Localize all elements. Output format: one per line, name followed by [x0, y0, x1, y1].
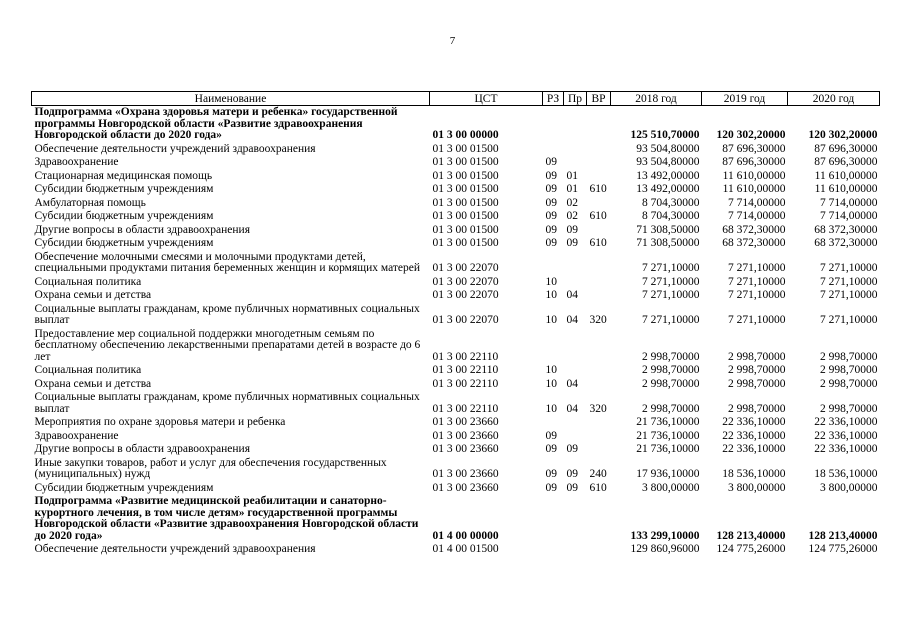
row-rz [543, 251, 564, 276]
row-cst: 01 3 00 01500 [432, 169, 499, 182]
row-name: Социальная политика [34, 364, 142, 376]
table-row [32, 156, 880, 170]
row-amount-2020: 22 336,10000 [814, 429, 878, 442]
row-vr [587, 251, 611, 276]
row-amount-2018: 21 736,10000 [636, 443, 700, 455]
row-amount-2019: 7 271,10000 [728, 275, 786, 288]
budget-table [31, 91, 880, 557]
row-pr: 01 [566, 183, 578, 195]
header-rz: РЗ [543, 92, 564, 106]
subprogram-row [32, 495, 880, 543]
row-rz [543, 106, 564, 143]
table-row [32, 183, 880, 197]
row-rz [543, 143, 564, 157]
row-name: Здравоохранение [34, 156, 119, 168]
row-pr [564, 251, 587, 276]
header-cst: ЦСТ [430, 92, 543, 106]
row-vr [587, 289, 611, 303]
row-amount-2020: 7 271,10000 [820, 262, 878, 274]
row-name: Подпрограмма «Охрана здоровья матери и ребенка» государственной программы Новгородской области «Развитие здравоохранения Новгородской области до 2020 года» [34, 106, 398, 141]
row-pr: 04 [566, 377, 578, 390]
table-row [32, 170, 880, 184]
row-rz: 09 [545, 156, 557, 168]
row-vr: 320 [589, 402, 607, 415]
row-pr: 01 [566, 169, 578, 182]
row-amount-2018: 7 271,10000 [642, 314, 700, 326]
header-pr: Пр [564, 92, 587, 106]
row-pr [564, 495, 587, 543]
row-amount-2019: 2 998,70000 [728, 402, 786, 415]
row-cst: 01 3 00 01500 [432, 183, 499, 195]
row-vr: 240 [589, 468, 607, 480]
row-cst: 01 3 00 01500 [432, 142, 499, 155]
row-cst: 01 3 00 23660 [432, 416, 499, 428]
row-amount-2018: 93 504,80000 [636, 142, 700, 155]
row-name: Социальные выплаты гражданам, кроме публичных нормативных социальных выплат [34, 391, 420, 415]
table-row [32, 210, 880, 224]
row-cst: 01 3 00 22070 [432, 314, 499, 326]
row-amount-2020: 22 336,10000 [814, 443, 878, 455]
row-amount-2020: 124 775,26000 [808, 543, 878, 555]
row-rz: 09 [545, 223, 557, 236]
table-row [32, 251, 880, 276]
row-amount-2020: 18 536,10000 [814, 468, 878, 480]
row-amount-2019: 11 610,00000 [722, 169, 786, 182]
row-name: Субсидии бюджетным учреждениям [34, 481, 214, 494]
row-amount-2018: 2 998,70000 [642, 364, 700, 376]
row-amount-2020: 7 271,10000 [820, 289, 878, 301]
row-cst: 01 3 00 00000 [432, 129, 499, 141]
row-vr: 320 [589, 314, 607, 326]
row-rz: 09 [545, 196, 557, 209]
row-pr [564, 364, 587, 378]
row-pr: 02 [566, 210, 578, 222]
row-cst: 01 3 00 23660 [432, 443, 499, 455]
table-row [32, 391, 880, 416]
table-body [32, 106, 880, 557]
row-amount-2019: 2 998,70000 [728, 350, 786, 363]
row-amount-2018: 129 860,96000 [630, 543, 700, 555]
row-cst: 01 3 00 22110 [432, 364, 499, 376]
row-amount-2019: 7 271,10000 [728, 289, 786, 301]
row-name: Здравоохранение [34, 429, 119, 442]
row-amount-2019: 68 372,30000 [722, 237, 786, 249]
row-name: Другие вопросы в области здравоохранения [34, 223, 250, 236]
row-amount-2019: 7 714,00000 [728, 196, 786, 209]
row-amount-2018: 71 308,50000 [636, 223, 700, 236]
row-pr: 04 [566, 402, 578, 415]
row-rz: 10 [545, 402, 557, 415]
row-vr [587, 416, 611, 430]
row-amount-2020: 68 372,30000 [814, 237, 878, 249]
row-cst: 01 3 00 22070 [432, 275, 499, 288]
row-amount-2019: 2 998,70000 [728, 377, 786, 390]
row-vr [587, 378, 611, 392]
row-name: Подпрограмма «Развитие медицинской реабилитации и санаторно-курортного лечения, в том числе детям» государственной программы Новгородской области «Развитие здравоохранения Новгородской области до 2020 года» [34, 495, 419, 542]
row-rz: 09 [545, 169, 557, 182]
row-amount-2019: 7 271,10000 [728, 262, 786, 274]
row-rz [543, 416, 564, 430]
row-amount-2019: 128 213,40000 [716, 529, 786, 542]
row-vr: 610 [589, 210, 607, 222]
row-amount-2020: 2 998,70000 [820, 350, 878, 363]
row-amount-2020: 11 610,00000 [814, 183, 878, 195]
row-name: Охрана семьи и детства [34, 377, 152, 390]
row-amount-2020: 120 302,20000 [808, 129, 878, 141]
row-amount-2018: 93 504,80000 [636, 156, 700, 168]
row-amount-2019: 22 336,10000 [722, 443, 786, 455]
row-amount-2018: 2 998,70000 [642, 402, 700, 415]
row-rz [543, 543, 564, 557]
row-amount-2018: 7 271,10000 [642, 262, 700, 274]
row-cst: 01 3 00 01500 [432, 210, 499, 222]
row-cst: 01 3 00 01500 [432, 237, 499, 249]
row-name: Субсидии бюджетным учреждениям [34, 183, 214, 195]
table-row [32, 276, 880, 290]
row-amount-2020: 68 372,30000 [814, 223, 878, 236]
row-rz: 09 [545, 468, 557, 480]
row-amount-2018: 2 998,70000 [642, 377, 700, 390]
row-rz: 09 [545, 237, 557, 249]
row-vr [587, 443, 611, 457]
row-name: Обеспечение молочными смесями и молочными продуктами детей, специальными продуктами питания беременных женщин и кормящих матерей [34, 250, 421, 274]
row-vr [587, 430, 611, 444]
table-row [32, 289, 880, 303]
header-2019: 2019 год [702, 92, 788, 106]
row-amount-2020: 2 998,70000 [820, 377, 878, 390]
row-amount-2020: 2 998,70000 [820, 364, 878, 376]
row-amount-2018: 71 308,50000 [636, 237, 700, 249]
row-cst: 01 3 00 01500 [432, 156, 499, 168]
row-vr [587, 170, 611, 184]
row-pr [564, 276, 587, 290]
row-amount-2019: 7 271,10000 [728, 314, 786, 326]
row-amount-2020: 87 696,30000 [814, 156, 878, 168]
row-amount-2019: 22 336,10000 [722, 416, 786, 428]
table-row [32, 364, 880, 378]
table-row [32, 543, 880, 557]
row-vr: 610 [589, 481, 607, 494]
row-rz: 09 [545, 210, 557, 222]
row-cst: 01 3 00 22110 [432, 350, 499, 363]
row-cst: 01 3 00 22070 [432, 289, 499, 301]
row-rz: 09 [545, 443, 557, 455]
row-rz: 10 [545, 275, 557, 288]
row-vr [587, 224, 611, 238]
row-name: Мероприятия по охране здоровья матери и ребенка [34, 416, 286, 428]
row-vr [587, 543, 611, 557]
table-row [32, 482, 880, 496]
row-amount-2020: 7 271,10000 [820, 275, 878, 288]
row-rz: 09 [545, 183, 557, 195]
row-amount-2018: 133 299,10000 [630, 529, 700, 542]
row-cst: 01 3 00 23660 [432, 429, 499, 442]
row-amount-2018: 8 704,30000 [642, 196, 700, 209]
table-row [32, 378, 880, 392]
row-amount-2018: 3 800,00000 [642, 481, 700, 494]
row-name: Социальная политика [34, 275, 142, 288]
row-pr: 04 [566, 289, 578, 301]
row-name: Обеспечение деятельности учреждений здравоохранения [34, 142, 316, 155]
row-cst: 01 4 00 01500 [432, 543, 499, 555]
row-pr: 09 [566, 237, 578, 249]
row-pr [564, 543, 587, 557]
row-pr [564, 416, 587, 430]
row-amount-2020: 2 998,70000 [820, 402, 878, 415]
page-number: 7 [449, 35, 456, 47]
table-row [32, 224, 880, 238]
row-vr: 610 [589, 237, 607, 249]
row-name: Обеспечение деятельности учреждений здравоохранения [34, 543, 316, 555]
row-vr [587, 197, 611, 211]
row-vr: 610 [589, 183, 607, 195]
row-cst: 01 3 00 22110 [432, 402, 499, 415]
row-amount-2018: 125 510,70000 [630, 129, 700, 141]
row-pr: 09 [566, 223, 578, 236]
row-amount-2019: 124 775,26000 [716, 543, 786, 555]
row-amount-2018: 17 936,10000 [636, 468, 700, 480]
row-amount-2020: 87 696,30000 [814, 142, 878, 155]
row-amount-2019: 87 696,30000 [722, 142, 786, 155]
header-2018: 2018 год [611, 92, 702, 106]
row-rz [543, 495, 564, 543]
row-vr [587, 276, 611, 290]
row-vr [587, 156, 611, 170]
header-vr: ВР [587, 92, 611, 106]
row-rz: 09 [545, 429, 557, 442]
row-pr [564, 156, 587, 170]
row-amount-2018: 2 998,70000 [642, 350, 700, 363]
row-amount-2018: 8 704,30000 [642, 210, 700, 222]
row-cst: 01 3 00 22070 [432, 262, 499, 274]
row-amount-2018: 21 736,10000 [636, 416, 700, 428]
row-name: Стационарная медицинская помощь [34, 169, 213, 182]
row-name: Субсидии бюджетным учреждениям [34, 210, 214, 222]
row-amount-2018: 13 492,00000 [636, 183, 700, 195]
row-pr [564, 106, 587, 143]
row-name: Амбулаторная помощь [34, 196, 146, 209]
row-amount-2018: 7 271,10000 [642, 289, 700, 301]
row-cst: 01 3 00 22110 [432, 377, 499, 390]
row-pr: 02 [566, 196, 578, 209]
row-cst: 01 3 00 23660 [432, 468, 499, 480]
header-name: Наименование [32, 92, 430, 106]
row-cst: 01 3 00 01500 [432, 223, 499, 236]
table-row [32, 197, 880, 211]
row-amount-2019: 18 536,10000 [722, 468, 786, 480]
table-row [32, 143, 880, 157]
table-row [32, 430, 880, 444]
subprogram-row [32, 106, 880, 143]
row-amount-2020: 22 336,10000 [814, 416, 878, 428]
row-pr [564, 328, 587, 365]
row-pr: 09 [566, 481, 578, 494]
row-pr [564, 430, 587, 444]
row-pr [564, 143, 587, 157]
row-amount-2020: 128 213,40000 [808, 529, 878, 542]
row-amount-2020: 7 714,00000 [820, 196, 878, 209]
row-cst: 01 3 00 23660 [432, 481, 499, 494]
row-rz: 10 [545, 289, 557, 301]
row-rz: 09 [545, 481, 557, 494]
row-amount-2019: 68 372,30000 [722, 223, 786, 236]
row-vr [587, 364, 611, 378]
row-amount-2019: 7 714,00000 [728, 210, 786, 222]
row-amount-2019: 87 696,30000 [722, 156, 786, 168]
row-amount-2019: 120 302,20000 [716, 129, 786, 141]
row-pr: 09 [566, 443, 578, 455]
row-cst: 01 4 00 00000 [432, 529, 499, 542]
row-amount-2019: 11 610,00000 [722, 183, 786, 195]
row-name: Другие вопросы в области здравоохранения [34, 443, 250, 455]
table-row [32, 328, 880, 365]
row-name: Иные закупки товаров, работ и услуг для обеспечения государственных (муниципальных) нужд [34, 456, 387, 480]
row-rz: 10 [545, 364, 557, 376]
table-row [32, 237, 880, 251]
row-amount-2018: 13 492,00000 [636, 169, 700, 182]
table-row [32, 443, 880, 457]
row-amount-2020: 7 714,00000 [820, 210, 878, 222]
table-header-row [32, 92, 880, 106]
row-vr [587, 106, 611, 143]
row-amount-2019: 2 998,70000 [728, 364, 786, 376]
table-row [32, 457, 880, 482]
row-pr: 09 [566, 468, 578, 480]
row-cst: 01 3 00 01500 [432, 196, 499, 209]
row-amount-2020: 7 271,10000 [820, 314, 878, 326]
row-name: Социальные выплаты гражданам, кроме публичных нормативных социальных выплат [34, 302, 420, 326]
table-row [32, 416, 880, 430]
table-row [32, 303, 880, 328]
row-rz: 10 [545, 377, 557, 390]
header-2020: 2020 год [788, 92, 880, 106]
row-vr [587, 328, 611, 365]
row-rz [543, 328, 564, 365]
row-vr [587, 495, 611, 543]
row-name: Охрана семьи и детства [34, 289, 152, 301]
row-name: Субсидии бюджетным учреждениям [34, 237, 214, 249]
row-amount-2018: 21 736,10000 [636, 429, 700, 442]
row-amount-2018: 7 271,10000 [642, 275, 700, 288]
row-pr: 04 [566, 314, 578, 326]
row-vr [587, 143, 611, 157]
row-name: Предоставление мер социальной поддержки многодетным семьям по бесплатному обеспечению лекарственными препаратами детей в возрасте до 6 лет [34, 327, 421, 363]
row-amount-2020: 11 610,00000 [814, 169, 878, 182]
row-amount-2019: 22 336,10000 [722, 429, 786, 442]
row-amount-2019: 3 800,00000 [728, 481, 786, 494]
row-amount-2020: 3 800,00000 [820, 481, 878, 494]
row-rz: 10 [545, 314, 557, 326]
